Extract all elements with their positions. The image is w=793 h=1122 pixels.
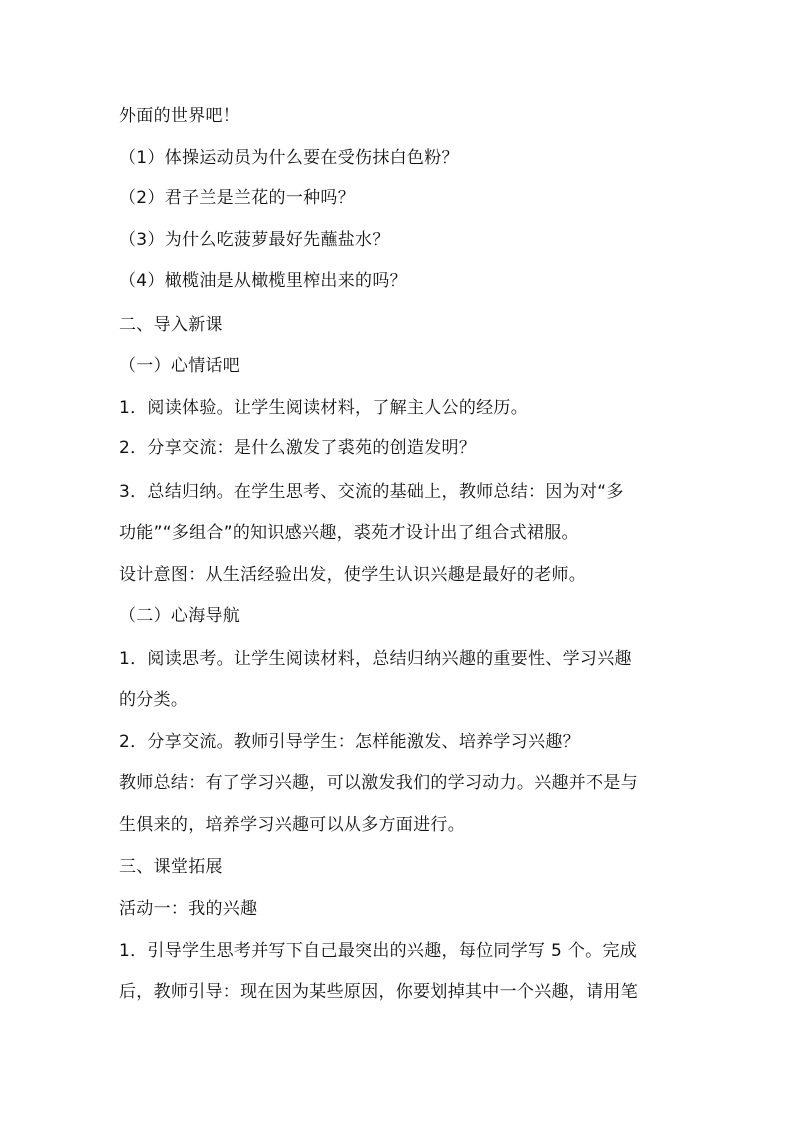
- text-line: 外面的世界吧！: [119, 106, 241, 126]
- section-heading-3: 三、课堂拓展: [119, 857, 223, 877]
- subsection-heading-2: （二）心海导航: [119, 606, 241, 626]
- section-heading-2: 二、导入新课: [119, 315, 223, 335]
- activity-heading-1: 活动一：我的兴趣: [119, 899, 258, 919]
- question-3: （3）为什么吃菠萝最好先蘸盐水？: [119, 230, 390, 250]
- question-1: （1）体操运动员为什么要在受伤抹白色粉？: [119, 148, 459, 168]
- text-line: 功能”“多组合”的知识感兴趣，裘苑才设计出了组合式裙服。: [119, 523, 579, 543]
- text-line: 1．阅读体验。让学生阅读材料，了解主人公的经历。: [119, 398, 529, 418]
- teacher-summary: 教师总结：有了学习兴趣，可以激发我们的学习动力。兴趣并不是与: [119, 773, 638, 793]
- question-2: （2）君子兰是兰花的一种吗？: [119, 188, 356, 208]
- text-line: 生俱来的，培养学习兴趣可以从多方面进行。: [119, 815, 465, 835]
- text-line: 2．分享交流：是什么激发了裘苑的创造发明？: [119, 438, 477, 458]
- text-line: 1．阅读思考。让学生阅读材料，总结归纳兴趣的重要性、学习兴趣: [119, 649, 632, 669]
- text-line: 的分类。: [119, 690, 189, 710]
- text-line: 3．总结归纳。在学生思考、交流的基础上，教师总结：因为对“多: [119, 482, 624, 502]
- subsection-heading-1: （一）心情话吧: [119, 356, 241, 376]
- design-intent: 设计意图：从生活经验出发，使学生认识兴趣是最好的老师。: [119, 565, 587, 585]
- question-4: （4）橄榄油是从橄榄里榨出来的吗？: [119, 271, 407, 291]
- text-line: 后，教师引导：现在因为某些原因，你要划掉其中一个兴趣，请用笔: [119, 982, 638, 1002]
- text-line: 2．分享交流。教师引导学生：怎样能激发、培养学习兴趣？: [119, 732, 580, 752]
- text-line: 1．引导学生思考并写下自己最突出的兴趣，每位同学写 5 个。完成: [119, 941, 638, 961]
